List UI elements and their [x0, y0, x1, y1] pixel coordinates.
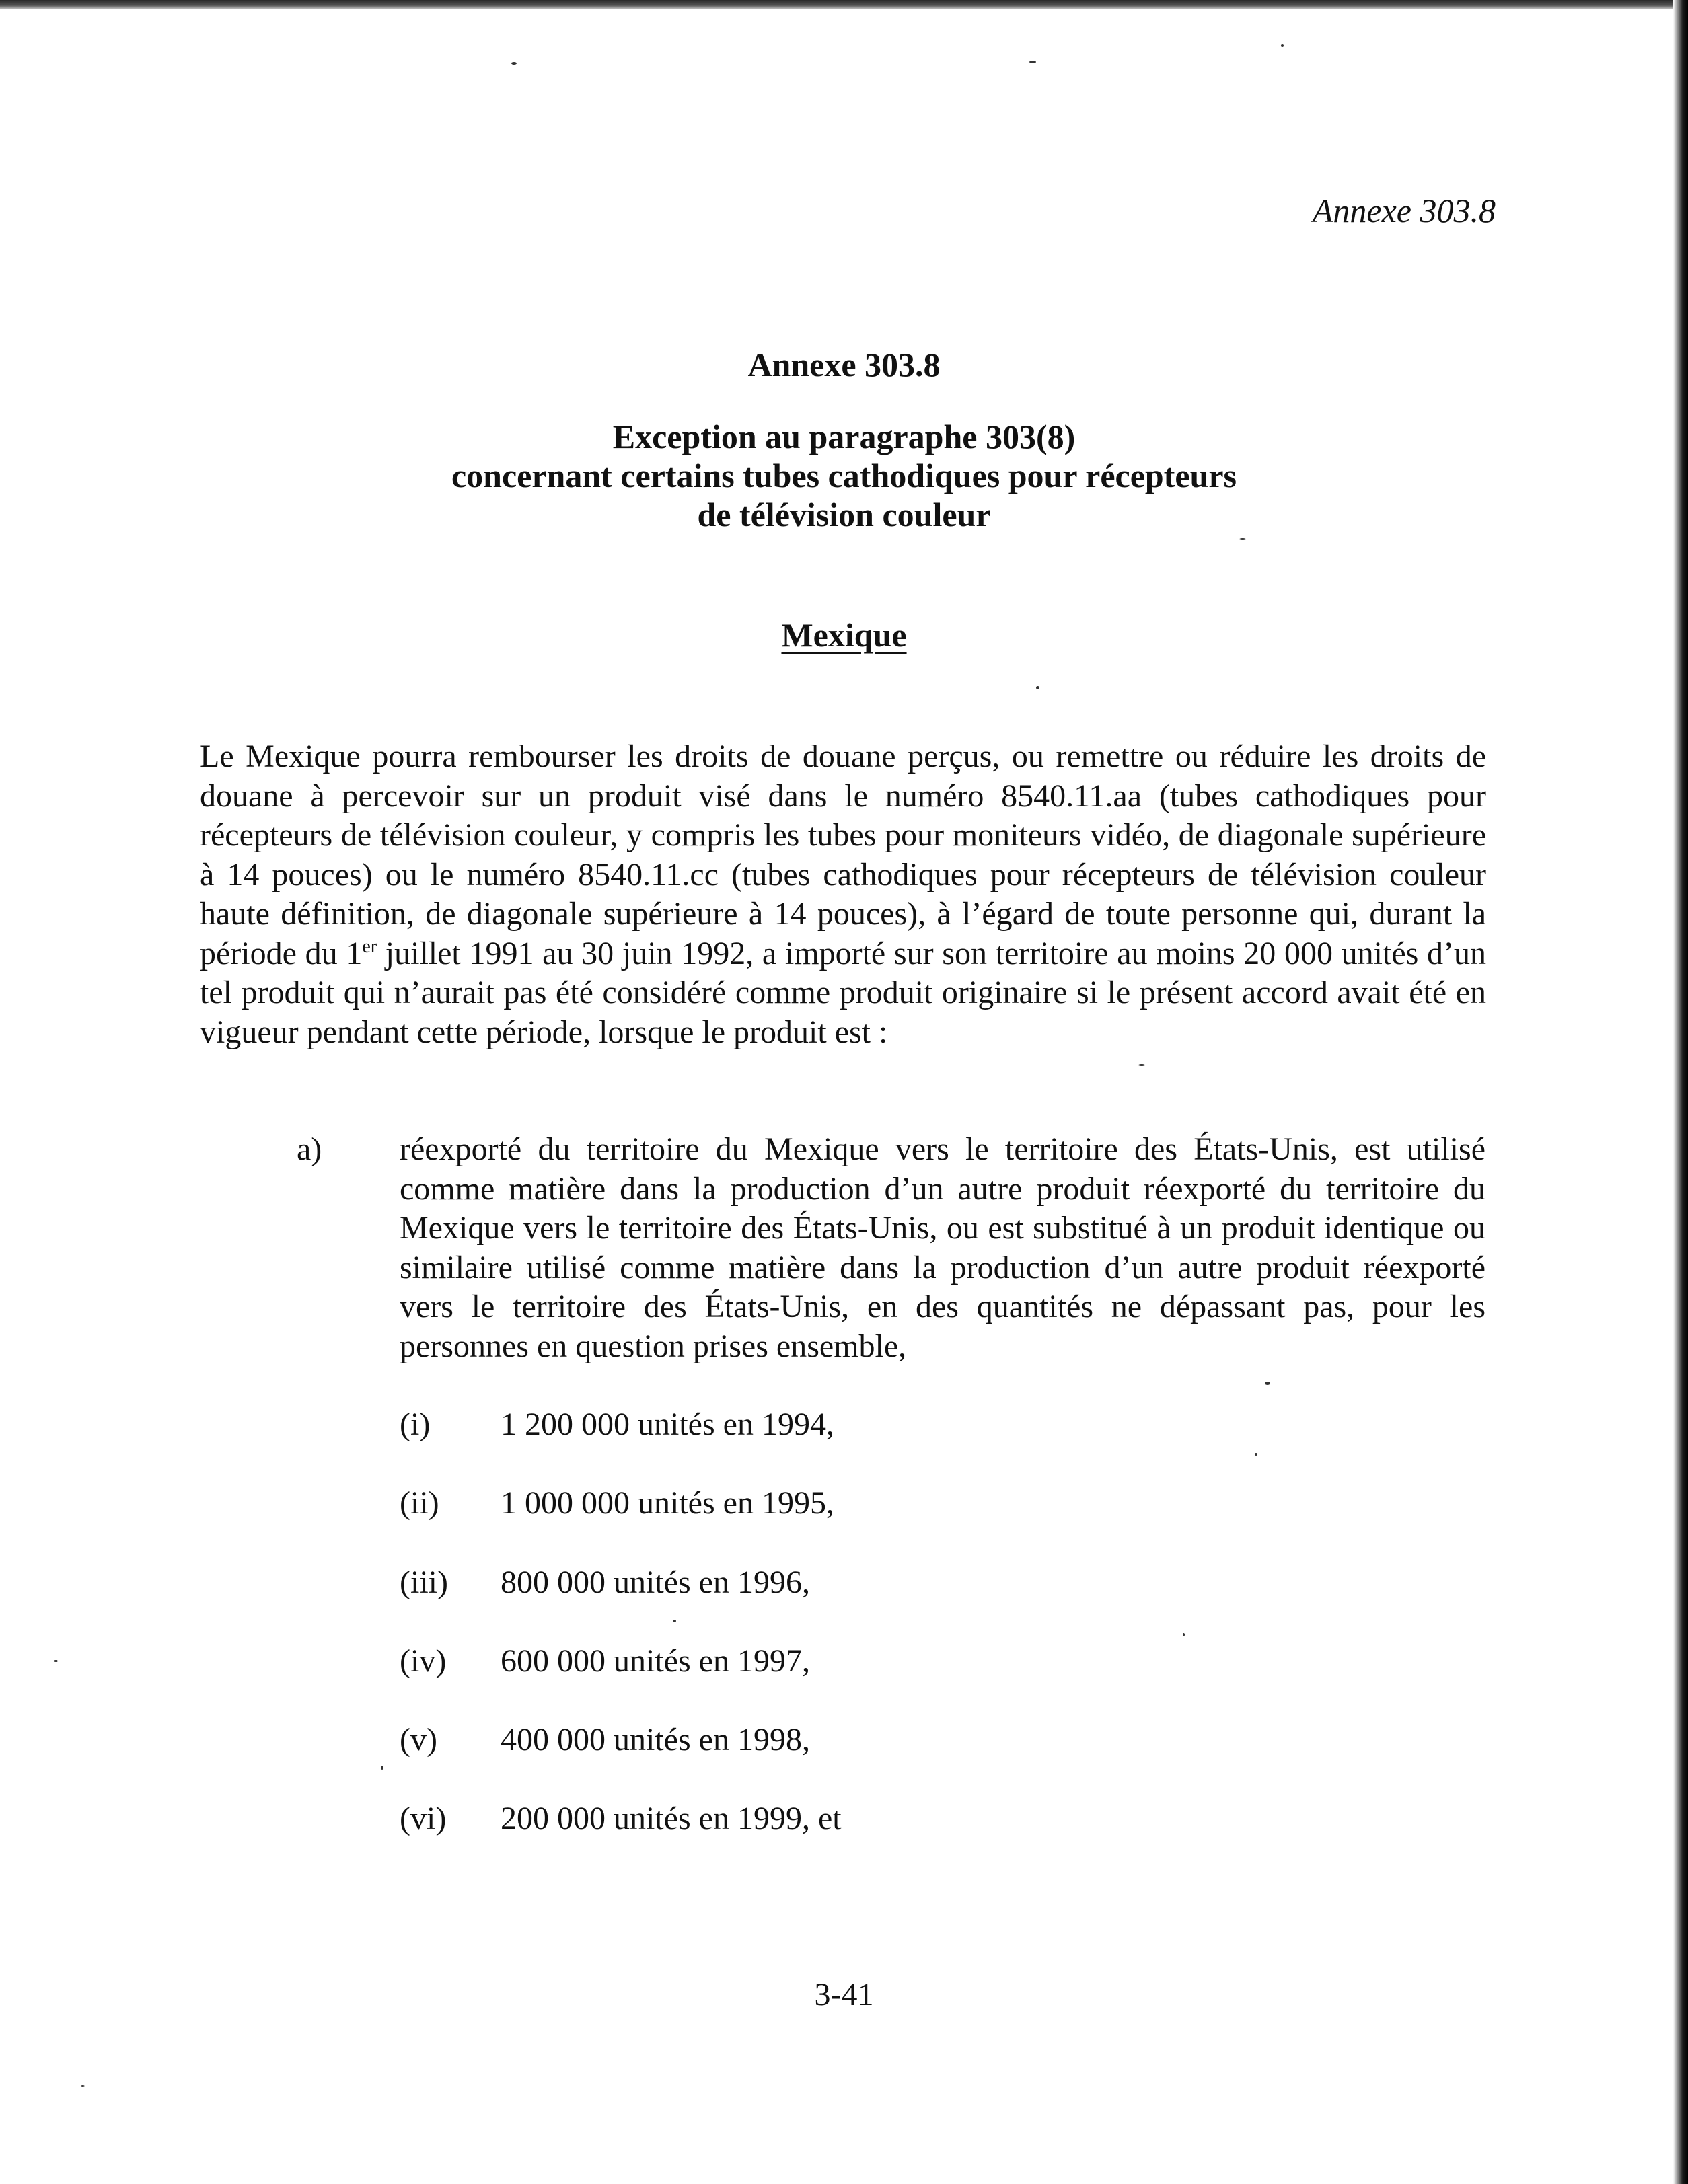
- scan-speck: [1281, 44, 1284, 47]
- scan-speck: [1183, 1633, 1185, 1636]
- country-heading: Mexique: [781, 616, 907, 654]
- scan-top-edge: [0, 0, 1688, 9]
- subtitle-line: concernant certains tubes cathodiques pour récepteurs: [451, 457, 1237, 494]
- scan-speck: [381, 1766, 383, 1770]
- paragraph-text-part1: Le Mexique pourra rembourser les droits de douane perçus, ou remettre ou réduire les droits de douane à percevoir sur un produit visé dans le numéro 8540.11.aa (tubes cathodiques pour récepteurs de télévision couleur, y compris les tubes pour moniteurs vidéo, de diagonale supérieure à 14 pouces) ou le numéro 8540.11.cc (tubes cathodiques pour récepteurs de télévision couleur haute définition, de diagonale supérieure à 14 pouces), à l’égard de toute personne qui, durant la période du 1: [200, 739, 1486, 971]
- sub-list-item-text: 600 000 unités en 1997,: [501, 1643, 810, 1679]
- paragraph-text-part2: juillet 1991 au 30 juin 1992, a importé sur son territoire au moins 20 000 unités d’un tel produit qui n’aurait pas été considéré comme produit originaire si le présent accord avait été en vigueur pendant cette période, lorsque le produit est :: [200, 935, 1487, 1050]
- list-item-label: a): [297, 1131, 322, 1167]
- sub-list-item-number: (ii): [400, 1485, 439, 1521]
- sub-list-item-number: (v): [400, 1722, 437, 1758]
- scan-speck: [1265, 1382, 1270, 1385]
- scan-right-edge: [1673, 0, 1688, 2184]
- scan-speck: [673, 1620, 676, 1622]
- intro-paragraph: [200, 737, 1486, 1052]
- sub-list-item-text: 1 000 000 unités en 1995,: [501, 1485, 834, 1521]
- sub-list-item-text: 800 000 unités en 1996,: [501, 1565, 810, 1600]
- list-item-text: réexporté du territoire du Mexique vers le territoire des États-Unis, est utilisé comme matière dans la production d’un autre produit réexporté du territoire du Mexique vers le territoire des États-Unis, ou est substitué à un produit identique ou similaire utilisé comme matière dans la production d’un autre produit réexporté vers le territoire des États-Unis, en des quantités ne dépassant pas, pour les personnes en question prises ensemble,: [400, 1131, 1485, 1364]
- scan-speck: [81, 2085, 85, 2087]
- subtitle-line: de télévision couleur: [697, 496, 991, 533]
- scan-speck: [1138, 1064, 1145, 1066]
- scan-speck: [1036, 686, 1039, 689]
- scan-speck: [1239, 538, 1246, 540]
- sub-list-item-number: (vi): [400, 1801, 447, 1836]
- paragraph-superscript: er: [362, 936, 377, 957]
- sub-list-item-text: 1 200 000 unités en 1994,: [501, 1406, 834, 1442]
- sub-list-item-number: (iii): [400, 1565, 448, 1600]
- sub-list-item-text: 200 000 unités en 1999, et: [501, 1801, 842, 1836]
- page-number: 3-41: [814, 1977, 874, 2012]
- scan-speck: [1255, 1453, 1257, 1456]
- scan-speck: [54, 1660, 58, 1662]
- running-header: Annexe 303.8: [1312, 192, 1496, 229]
- subtitle-line: Exception au paragraphe 303(8): [612, 418, 1076, 455]
- sub-list-item-number: (iv): [400, 1643, 447, 1679]
- sub-list-item-number: (i): [400, 1406, 431, 1442]
- annex-title: Annexe 303.8: [747, 346, 941, 383]
- annex-subtitle: [0, 417, 1688, 534]
- scan-speck: [511, 62, 517, 65]
- sub-list-item-text: 400 000 unités en 1998,: [501, 1722, 810, 1758]
- scan-speck: [1029, 61, 1036, 63]
